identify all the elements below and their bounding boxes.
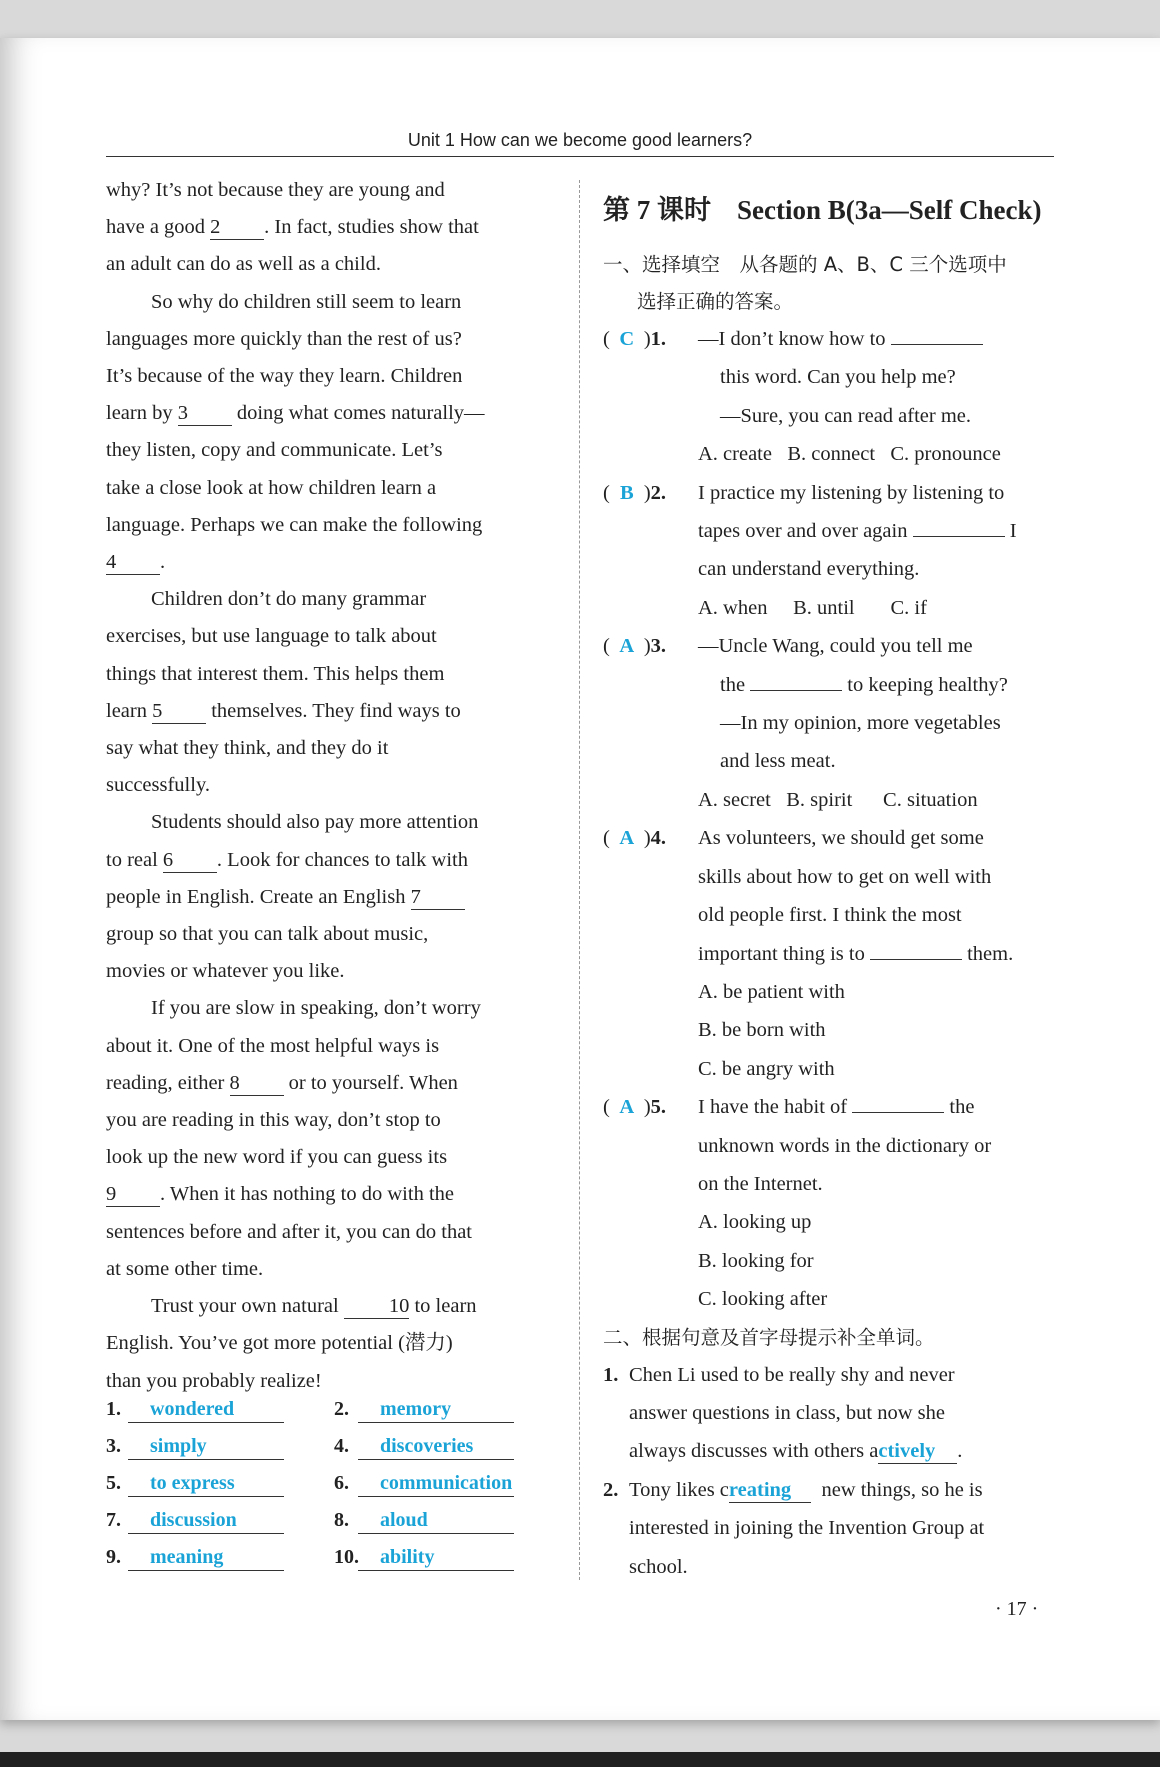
- question-line: [698, 666, 1055, 704]
- passage-text: successfully.: [106, 774, 210, 797]
- passage-text: have a good: [106, 216, 211, 239]
- choice-question: [603, 1088, 1055, 1318]
- answer-number: 7.: [106, 1509, 121, 1531]
- passage-text: learn: [106, 699, 153, 722]
- passage-text: languages more quickly than the rest of us?: [106, 327, 462, 350]
- question-number: 2.: [650, 481, 667, 504]
- question-text: —I don’t know how to: [698, 328, 891, 350]
- fill-line: Chen Li used to be really shy and never: [629, 1363, 955, 1386]
- question-option: A. be patient with: [698, 980, 845, 1003]
- passage-text: Trust your own natural: [151, 1295, 344, 1318]
- passage-line: [106, 544, 558, 581]
- question-text: important thing is to: [698, 942, 870, 965]
- answer-item: [106, 1396, 306, 1423]
- fill-number: 1.: [603, 1363, 619, 1386]
- fill-text: new things, so he is: [821, 1478, 983, 1501]
- answer-letter: A: [619, 1096, 635, 1119]
- passage-text: movies or whatever you like.: [106, 960, 345, 983]
- answer-letter: A: [619, 827, 635, 850]
- answer-letter: B: [619, 481, 634, 504]
- passage-text: . When it has nothing to do with the: [160, 1183, 454, 1206]
- fill-text: Tony likes c: [629, 1478, 729, 1501]
- fill-line: [603, 1432, 1055, 1470]
- part1-heading: [603, 246, 1055, 320]
- answer-value: discussion: [128, 1507, 284, 1534]
- passage-text: sentences before and after it, you can do that: [106, 1220, 472, 1243]
- passage-text: . Look for chances to talk with: [216, 848, 468, 871]
- passage-line: [106, 730, 558, 767]
- question-text: tapes over and over again: [698, 520, 913, 543]
- passage-text: about it. One of the most helpful ways is: [106, 1034, 440, 1057]
- question-option: A. secret B. spirit C. situation: [698, 788, 978, 811]
- passage-text: So why do children still seem to learn: [151, 290, 462, 313]
- passage-text: why? It’s not because they are young and: [106, 179, 445, 201]
- passage-text: reading, either: [106, 1071, 230, 1094]
- fill-text: .: [957, 1440, 963, 1463]
- question-line: skills about how to get on well with: [698, 865, 992, 888]
- passage-blank: 7: [411, 885, 465, 910]
- passage-blank: 10: [344, 1294, 410, 1319]
- question-marker: ( A )5.: [603, 1088, 666, 1126]
- answer-item: [334, 1544, 534, 1571]
- answer-number: 8.: [334, 1509, 349, 1531]
- question-option: A. when B. until C. if: [698, 596, 927, 619]
- passage-line: [106, 693, 558, 730]
- fill-line: [603, 1471, 1055, 1509]
- question-line: [698, 1088, 1055, 1126]
- answer-item: [106, 1470, 306, 1497]
- answer-row: [106, 1396, 558, 1433]
- choice-question: [603, 819, 1055, 1088]
- passage-blank: 6: [163, 848, 217, 873]
- passage-line: [106, 581, 558, 618]
- question-text: I have the habit of: [698, 1096, 853, 1119]
- answer-blank: [750, 666, 842, 691]
- question-marker: ( A )3.: [603, 627, 666, 665]
- choice-question: [603, 474, 1055, 628]
- passage-line: [106, 209, 558, 246]
- passage-line: [106, 432, 558, 469]
- answer-item: [106, 1507, 306, 1534]
- question-line: —In my opinion, more vegetables: [720, 712, 1001, 735]
- lesson-section: Section B(3a—Self Check): [737, 195, 1042, 225]
- answer-row: [106, 1507, 558, 1544]
- fill-number: 2.: [603, 1478, 619, 1501]
- answer-number: 9.: [106, 1546, 121, 1568]
- passage-line: [106, 656, 558, 693]
- passage-line: [106, 953, 558, 990]
- passage-line: [106, 395, 558, 432]
- passage-line: [106, 507, 558, 544]
- passage-text: It’s because of the way they learn. Children: [106, 365, 463, 388]
- lesson-title: [603, 180, 1055, 240]
- answer-value: discoveries: [358, 1433, 514, 1460]
- passage-text: take a close look at how children learn a: [106, 476, 437, 499]
- fill-answer: ctively: [878, 1439, 957, 1464]
- passage-line: [106, 804, 558, 841]
- answer-item: [106, 1544, 306, 1571]
- passage-text: Children don’t do many grammar: [151, 588, 427, 611]
- question-option: A. looking up: [698, 1211, 812, 1234]
- passage-text: at some other time.: [106, 1257, 264, 1280]
- answer-blank: [870, 935, 962, 960]
- passage-text: or to yourself. When: [283, 1071, 458, 1094]
- answer-value: wondered: [128, 1396, 284, 1423]
- answer-value: simply: [128, 1433, 284, 1460]
- passage-line: [106, 246, 558, 283]
- page-header: Unit 1 How can we become good learners?: [106, 126, 1054, 157]
- answer-letter: A: [619, 635, 635, 658]
- passage-text: themselves. They find ways to: [206, 699, 461, 722]
- right-column: [603, 180, 1055, 1586]
- question-text: I: [1004, 520, 1017, 543]
- question-number: 4.: [650, 827, 667, 850]
- passage-text: exercises, but use language to talk about: [106, 625, 437, 648]
- passage-line: [106, 321, 558, 358]
- passage-text: they listen, copy and communicate. Let’s: [106, 439, 443, 462]
- passage-line: [106, 1288, 558, 1325]
- passage-text: say what they think, and they do it: [106, 737, 389, 760]
- answer-number: 10.: [334, 1546, 359, 1568]
- question-marker: ( B )2.: [603, 474, 666, 512]
- part1-title-cont: 选择正确的答案。: [637, 290, 794, 313]
- answer-value: aloud: [358, 1507, 514, 1534]
- answer-value: to express: [128, 1470, 284, 1497]
- passage-line: [106, 358, 558, 395]
- passage-text: look up the new word if you can guess its: [106, 1146, 448, 1169]
- fill-line: answer questions in class, but now she: [629, 1401, 945, 1424]
- question-line: and less meat.: [720, 750, 836, 773]
- question-marker: ( C )1.: [603, 320, 666, 358]
- passage-line: [106, 172, 558, 209]
- question-line: unknown words in the dictionary or: [698, 1134, 992, 1157]
- choice-question: [603, 320, 1055, 474]
- answer-row: [106, 1544, 558, 1581]
- answer-number: 5.: [106, 1472, 121, 1494]
- question-number: 3.: [650, 635, 667, 658]
- question-line: As volunteers, we should get some: [698, 827, 984, 850]
- fill-question: [603, 1471, 1055, 1586]
- fill-questions: [603, 1356, 1055, 1586]
- passage-blank: 2: [210, 215, 264, 240]
- passage-text: than you probably realize!: [106, 1369, 322, 1392]
- question-line: [698, 320, 1055, 358]
- passage-line: [106, 879, 558, 916]
- question-option: C. be angry with: [698, 1057, 835, 1080]
- passage-line: [106, 1214, 558, 1251]
- question-number: 1.: [650, 328, 667, 350]
- fill-line: interested in joining the Invention Group at: [629, 1517, 985, 1540]
- question-option: B. looking for: [698, 1249, 814, 1272]
- passage-text: an adult can do as well as a child.: [106, 253, 381, 276]
- question-line: I practice my listening by listening to: [698, 481, 1005, 504]
- answer-blank: [913, 512, 1005, 537]
- question-line: old people first. I think the most: [698, 904, 962, 927]
- passage-text: to real: [106, 848, 163, 871]
- passage-line: [106, 618, 558, 655]
- passage-line: [106, 1176, 558, 1213]
- passage-line: [106, 1065, 558, 1102]
- answer-blank: [852, 1088, 944, 1113]
- question-marker: ( A )4.: [603, 819, 666, 857]
- fill-line: school.: [629, 1555, 688, 1578]
- answer-item: [334, 1433, 534, 1460]
- question-text: the: [944, 1096, 975, 1119]
- answer-value: ability: [358, 1544, 514, 1571]
- passage-text: group so that you can talk about music,: [106, 923, 429, 946]
- passage-line: [106, 284, 558, 321]
- passage-line: [106, 990, 558, 1027]
- passage-line: [106, 1325, 558, 1362]
- passage-line: [106, 1363, 558, 1400]
- question-line: —Sure, you can read after me.: [720, 404, 972, 427]
- answer-item: [334, 1396, 534, 1423]
- answer-value: communication: [358, 1470, 514, 1497]
- passage-text: doing what comes naturally—: [231, 402, 485, 425]
- question-line: can understand everything.: [698, 558, 920, 581]
- question-text: them.: [961, 942, 1014, 965]
- passage-text: If you are slow in speaking, don’t worry: [151, 997, 481, 1020]
- choice-questions: [603, 320, 1055, 1319]
- passage-text: English. You’ve got more potential (潜力): [106, 1332, 453, 1355]
- fill-text: always discusses with others a: [629, 1440, 879, 1463]
- answer-blank: [891, 320, 983, 345]
- viewer-bottom-bar: [0, 1752, 1160, 1767]
- question-line: on the Internet.: [698, 1172, 823, 1195]
- answer-value: meaning: [128, 1544, 284, 1571]
- passage-line: [106, 916, 558, 953]
- answer-row: [106, 1433, 558, 1470]
- page-number: · 17 ·: [995, 1598, 1039, 1620]
- answer-number: 1.: [106, 1398, 121, 1420]
- passage-text: language. Perhaps we can make the following: [106, 513, 483, 536]
- passage-text: to learn: [409, 1295, 477, 1318]
- passage-blank: 8: [230, 1071, 284, 1096]
- lesson-number: 第 7 课时: [603, 195, 711, 225]
- question-option: A. create B. connect C. pronounce: [698, 443, 1001, 466]
- passage-text: you are reading in this way, don’t stop to: [106, 1109, 441, 1132]
- passage-blank: 5: [152, 699, 206, 724]
- passage-blank: 9: [106, 1182, 160, 1207]
- passage-text: things that interest them. This helps them: [106, 662, 445, 685]
- passage-line: [106, 767, 558, 804]
- fill-question: [603, 1356, 1055, 1471]
- reading-passage: [106, 172, 558, 1400]
- passage-line: [106, 1139, 558, 1176]
- passage-answers: [106, 1396, 558, 1581]
- answer-number: 3.: [106, 1435, 121, 1457]
- question-line: [698, 512, 1055, 550]
- part1-title: 一、选择填空 从各题的 A、B、C 三个选项中: [603, 253, 1007, 276]
- answer-letter: C: [619, 328, 635, 350]
- passage-line: [106, 1251, 558, 1288]
- question-line: —Uncle Wang, could you tell me: [698, 635, 973, 658]
- question-text: the: [720, 673, 751, 696]
- passage-blank: 3: [178, 401, 232, 426]
- question-line: this word. Can you help me?: [720, 366, 956, 389]
- part2-title: 二、根据句意及首字母提示补全单词。: [603, 1325, 935, 1349]
- answer-value: memory: [358, 1396, 514, 1423]
- answer-item: [334, 1470, 534, 1497]
- passage-text: .: [160, 551, 166, 574]
- passage-text: learn by: [106, 402, 178, 425]
- question-option: B. be born with: [698, 1019, 826, 1042]
- question-option: C. looking after: [698, 1288, 828, 1311]
- question-line: [698, 935, 1055, 973]
- passage-line: [106, 470, 558, 507]
- passage-blank: 4: [106, 550, 160, 575]
- answer-item: [334, 1507, 534, 1534]
- fill-answer: reating: [729, 1478, 811, 1503]
- answer-number: 2.: [334, 1398, 349, 1420]
- choice-question: [603, 627, 1055, 819]
- column-divider: [579, 180, 580, 1580]
- question-number: 5.: [650, 1096, 667, 1119]
- passage-line: [106, 842, 558, 879]
- passage-text: Students should also pay more attention: [151, 811, 479, 834]
- passage-text: people in English. Create an English: [106, 885, 411, 908]
- answer-number: 6.: [334, 1472, 349, 1494]
- answer-number: 4.: [334, 1435, 349, 1457]
- passage-line: [106, 1028, 558, 1065]
- answer-row: [106, 1470, 558, 1507]
- passage-text: . In fact, studies show that: [264, 216, 479, 239]
- question-text: to keeping healthy?: [842, 673, 1008, 696]
- passage-line: [106, 1102, 558, 1139]
- answer-item: [106, 1433, 306, 1460]
